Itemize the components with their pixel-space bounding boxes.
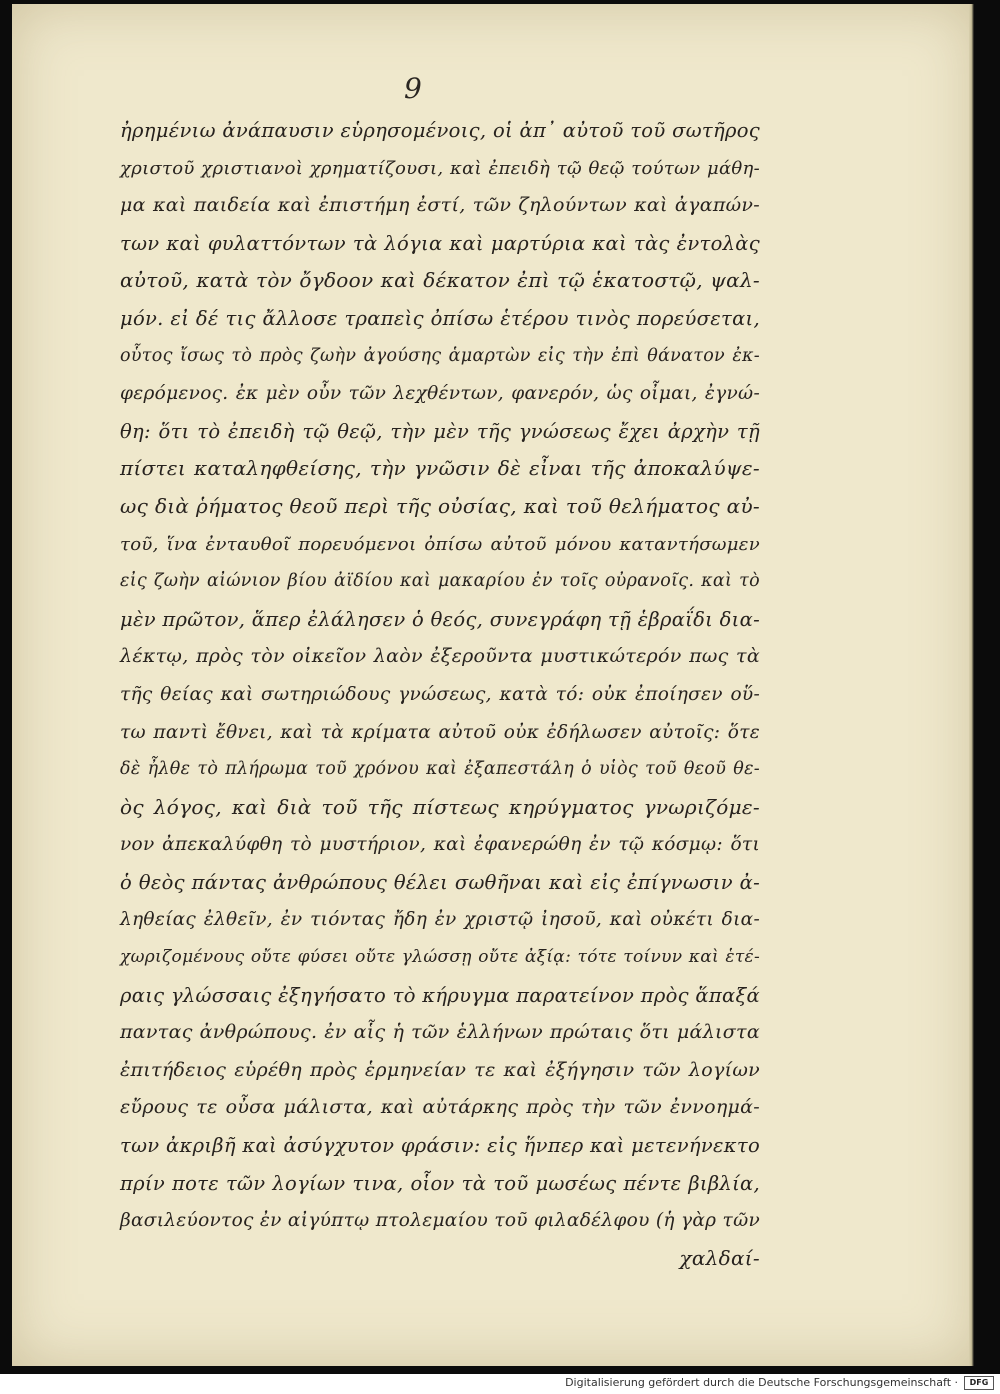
text-line: βασιλεύοντος ἐν αἰγύπτῳ πτολεμαίου τοῦ φιλαδέλφου (ἡ γὰρ τῶν [120,1210,760,1232]
catchword: χαλδαί- [679,1245,760,1270]
text-line: πρίν ποτε τῶν λογίων τινα, οἷον τὰ τοῦ μωσέως πέντε βιβλία, [120,1171,760,1195]
page-number: 9 [404,72,422,105]
text-line: ἐπιτήδειος εὑρέθη πρὸς ἑρμηνείαν τε καὶ ἐξήγησιν τῶν λογίων [120,1058,760,1081]
text-line: παντας ἀνθρώπους. ἐν αἷς ἡ τῶν ἑλλήνων πρώταις ὅτι μάλιστα [120,1021,760,1044]
text-line: ραις γλώσσαις ἐξηγήσατο τὸ κήρυγμα παρατείνον πρὸς ἅπαξά [120,983,760,1007]
text-line: νον ἀπεκαλύφθη τὸ μυστήριον, καὶ ἐφανερώθη ἐν τῷ κόσμῳ: ὅτι [120,834,760,856]
text-line: τοῦ, ἵνα ἐνταυθοῖ πορευόμενοι ὀπίσω αὐτοῦ μόνου καταντήσωμεν [120,533,760,555]
text-line: ως διὰ ῥήματος θεοῦ περὶ τῆς οὐσίας, καὶ τοῦ θελήματος αὐ- [120,493,760,518]
text-block [120,112,760,1277]
page-edge [969,4,974,1366]
text-line: δὲ ἦλθε τὸ πλήρωμα τοῦ χρόνου καὶ ἐξαπεστάλη ὁ υἱὸς τοῦ θεοῦ θε- [120,759,760,780]
text-line: φερόμενος. ἐκ μὲν οὖν τῶν λεχθέντων, φανερόν, ὡς οἶμαι, ἐγνώ- [120,383,760,405]
dfg-logo: DFG [964,1376,994,1390]
text-line: λέκτῳ, πρὸς τὸν οἰκεῖον λαὸν ἐξεροῦντα μυστικώτερόν πως τὰ [120,645,760,668]
text-line: θη: ὅτι τὸ ἐπειδὴ τῷ θεῷ, τὴν μὲν τῆς γνώσεως ἔχει ἀρχὴν τῇ [120,419,760,443]
text-line: ληθείας ἐλθεῖν, ἐν τιόντας ἤδη ἐν χριστῷ ἰησοῦ, καὶ οὐκέτι δια- [120,909,760,931]
text-line: χωριζομένους οὔτε φύσει οὔτε γλώσσῃ οὔτε ἀξίᾳ: τότε τοίνυν καὶ ἑτέ- [120,947,760,968]
text-line: τῆς θείας καὶ σωτηριώδους γνώσεως, κατὰ τό: οὐκ ἐποίησεν οὕ- [120,683,760,705]
text-line: χριστοῦ χριστιανοὶ χρηματίζουσι, καὶ ἐπειδὴ τῷ θεῷ τούτων μάθη- [120,157,760,179]
text-line: μόν. εἰ δέ τις ἄλλοσε τραπεὶς ὀπίσω ἑτέρου τινὸς πορεύσεται, [120,306,760,330]
text-line: των καὶ φυλαττόντων τὰ λόγια καὶ μαρτύρια καὶ τὰς ἐντολὰς [120,231,760,255]
text-line: τω παντὶ ἔθνει, καὶ τὰ κρίματα αὐτοῦ οὐκ ἐδήλωσεν αὐτοῖς: ὅτε [120,721,760,743]
digitization-credit: Digitalisierung gefördert durch die Deutsche Forschungsgemeinschaft · [565,1376,958,1389]
text-line: πίστει καταληφθείσης, τὴν γνῶσιν δὲ εἶναι τῆς ἀποκαλύψε- [120,456,760,481]
text-line: μὲν πρῶτον, ἅπερ ἐλάλησεν ὁ θεός, συνεγράφη τῇ ἑβραΐδι δια- [120,607,760,631]
book-page [12,4,974,1366]
text-line: ὸς λόγος, καὶ διὰ τοῦ τῆς πίστεως κηρύγματος γνωριζόμε- [120,794,760,819]
text-line: εἰς ζωὴν αἰώνιον βίου ἀϊδίου καὶ μακαρίου ἐν τοῖς οὐρανοῖς. καὶ τὸ [120,571,760,592]
text-line: οὗτος ἴσως τὸ πρὸς ζωὴν ἀγούσης ἁμαρτὼν εἰς τὴν ἐπὶ θάνατον ἐκ- [120,345,760,366]
text-line: των ἀκριβῆ καὶ ἀσύγχυτον φράσιν: εἰς ἥνπερ καὶ μετενήνεκτο [120,1134,760,1158]
text-line: αὐτοῦ, κατὰ τὸν ὄγδοον καὶ δέκατον ἐπὶ τῷ ἑκατοστῷ, ψαλ- [120,268,760,293]
text-line: ὁ θεὸς πάντας ἀνθρώπους θέλει σωθῆναι καὶ εἰς ἐπίγνωσιν ἀ- [120,870,760,894]
text-line: εὔρους τε οὖσα μάλιστα, καὶ αὐτάρκης πρὸς τὴν τῶν ἐννοημά- [120,1096,760,1119]
text-line: μα καὶ παιδεία καὶ ἐπιστήμη ἐστί, τῶν ζηλούντων καὶ ἀγαπών- [120,194,760,217]
text-line: ἠρημένιω ἀνάπαυσιν εὑρησομένοις, οἱ ἀπ᾽ αὐτοῦ τοῦ σωτῆρος [120,119,760,142]
